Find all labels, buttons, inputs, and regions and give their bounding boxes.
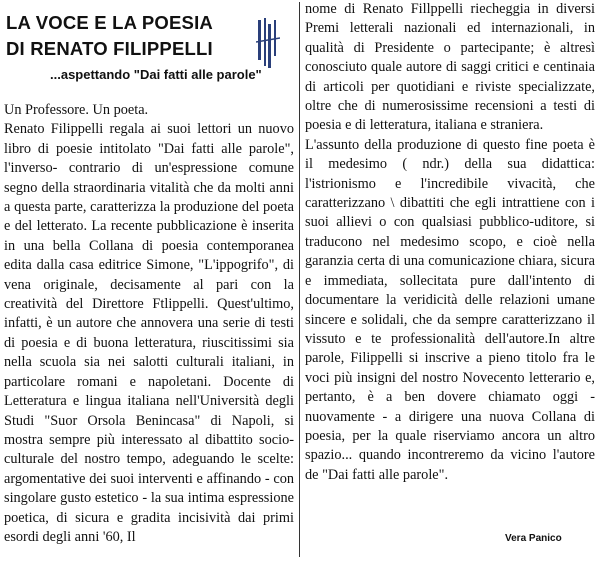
lead-sentence: Un Professore. Un poeta.	[4, 102, 149, 118]
right-paragraph-1: nome di Renato Fillppelli riecheggia in diversi Premi letterali nazionali ed internazionali, in qualità di Presidente o partecipante; è altresì conosciuto quale autore di saggi critici e centinaia di articoli per quotidiani e riviste specializzate, oltre che di numerosissime recensioni a testi di poesia e di letteratura, italiana e straniera.	[305, 1, 595, 134]
article-tagline: ...aspettando "Dai fatti alle parole"	[50, 67, 262, 82]
column-divider	[299, 2, 300, 557]
left-column	[4, 101, 294, 547]
author-signature: Vera Panico	[505, 533, 562, 544]
headline-line-2: DI RENATO FILIPPELLI	[6, 38, 213, 59]
headline-line-1: LA VOCE E LA POESIA	[6, 12, 213, 33]
right-column	[305, 0, 595, 485]
right-paragraph-2: L'assunto della produzione di questo fine poeta è il medesimo ( ndr.) della sua didattica: l'istrionismo e l'incredibile vivacità, che caratterizzano \ dibattiti che egli intrattiene con i suoi allievi o con qualsiasi pubblico-uditore, si traducono nel medesimo scopo, e cioè nella garanzia certa di una comunicazione chiara, sicura e immediata, sollecitata pure dall'intento di documentare la veridicità delle relazioni umane sincere e solidali, che da sempre caratterizzano il vissuto e te professionalità dell'autore.In altre parole, Filippelli si inscrive a pieno titolo fra le voci più insigni del nostro Novecento letterario e, pertanto, è a ben dovere chiamato oggi - nuovamente - a dirigere una nuova Collana di poesia, per la quale riserviamo ancora un altro spazio... quando incontreremo da vicino l'autore de "Dai fatti alle parole".	[305, 136, 595, 483]
left-body-text: Renato Filippelli regala ai suoi lettori un nuovo libro di poesie intitolato "Dai fatti alle parole", l'inverso- contrario di un'espressione comune segno della straordinaria vitalità che da molti anni a questa parte, caratterizza la produzione del poeta e del letterato. La recente pubblicazione è inserita in una bella Collana di poesia contemporanea edita dalla casa editrice Simone, "L'ippogrifo", di vena originale, decisamente al pari con la creatività del Direttore Ftlippelli. Quest'ultimo, infatti, è un autore che annovera una serie di testi di poesia e di buona letteratura, riuscitissimi sia nella scuola sia nei salotti culturali italiani, in particolare romani e napoletani. Docente di Letteratura e lingua italiana nell'Università degli Studi "Suor Orsola Benincasa" di Napoli, si mostra sempre più interessato al dibattito socio-culturale del nostro tempo, adeguando le scelte: argomentative dei suoi interventi e affinando - con singolare gusto estetico - la sua intima espressione poetica, di sicura e gradita incisività dai primi esordi degli anni '60, Il	[4, 121, 294, 545]
decorative-logo-icon	[256, 18, 280, 70]
